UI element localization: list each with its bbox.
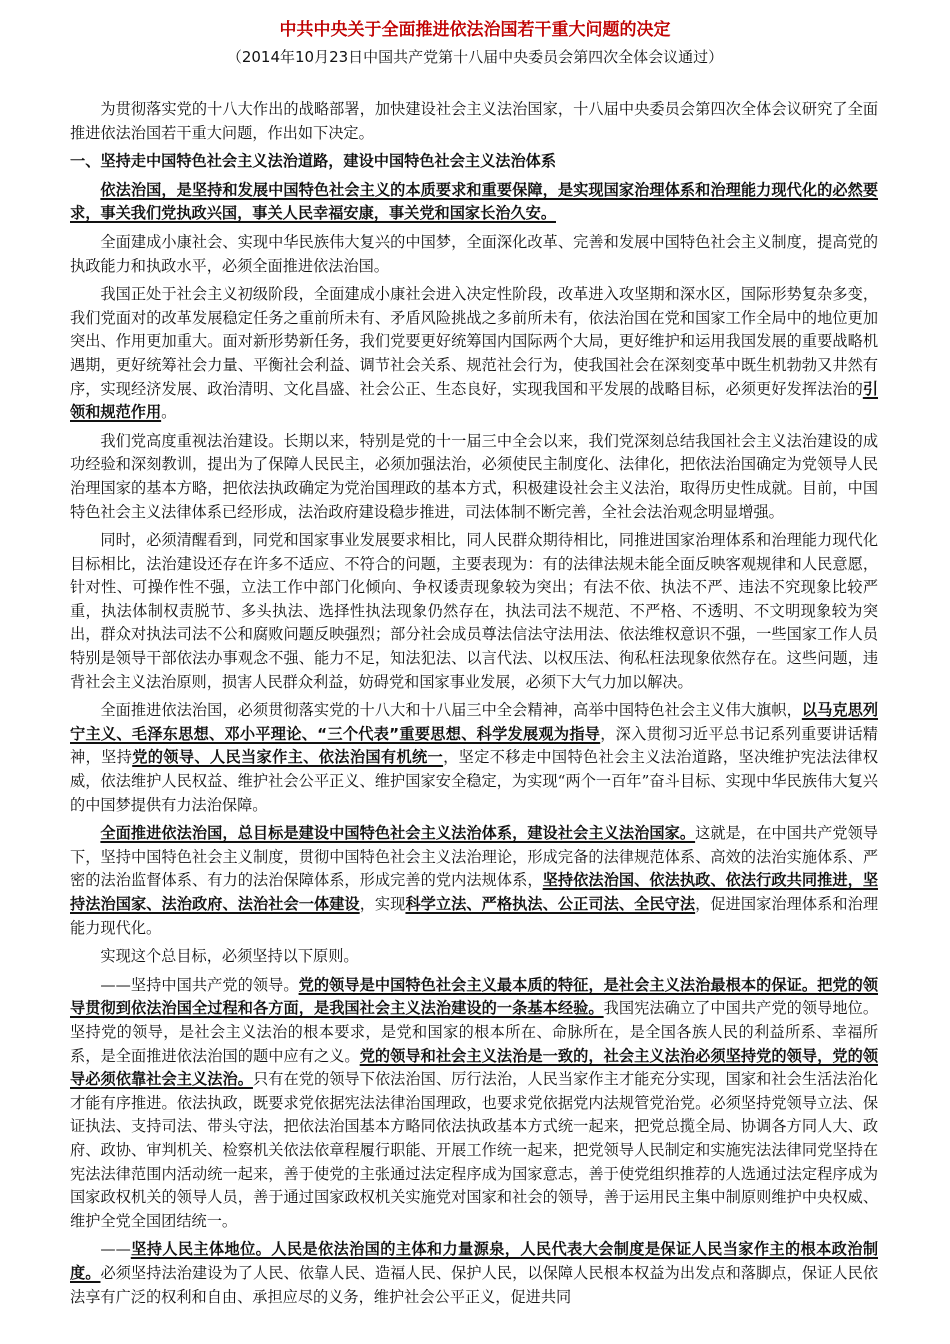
paragraph-xiaokang: 全面建成小康社会、实现中华民族伟大复兴的中国梦，全面深化改革、完善和发展中国特色社会主义制度，提高党的执政能力和执政水平，必须全面推进依法治国。: [70, 232, 878, 275]
emphasis-text: 依法治国，是坚持和发展中国特色社会主义的本质要求和重要保障，是实现国家治理体系和治理能力现代化的必然要求，事关我们党执政兴国，事关人民幸福安康，事关党和国家长治久安。: [70, 180, 878, 223]
emphasis-text: 党的领导是中国特色社会主义最本质的特征，是社会主义法治最根本的保证。把党的领导贯彻到依法治国全过程和各方面，是我国社会主义法治建设的一条基本经验。: [70, 975, 879, 1018]
section-heading-1: 一、坚持走中国特色社会主义法治道路，建设中国特色社会主义法治体系: [70, 152, 556, 171]
emphasis-text: 全面推进依法治国，总目标是建设中国特色社会主义法治体系，建设社会主义法治国家。: [100, 824, 696, 843]
body-text: 我国正处于社会主义初级阶段，全面建成小康社会进入决定性阶段，改革进入攻坚期和深水区，国际形势复杂多变，我们党面对的改革发展稳定任务之重前所未有、矛盾风险挑战之多前所未有，依法治国在党和国家工作全局中的地位更加突出、作用更加重大。面对新形势新任务，我们党要更好统筹国内国际两个大局，更好维护和运用我国发展的重要战略机遇期，更好统筹社会力量、平衡社会利益、调节社会关系、规范社会行为，使我国社会在深刻变革中既生机勃勃又井然有序，实现经济发展、政治清明、文化昌盛、社会公正、生态良好，实现我国和平发展的战略目标，必须更好发挥法治的: [70, 285, 878, 398]
body-text: ——: [100, 1240, 131, 1259]
emphasis-text: 以马克思列宁主义、毛泽东思想、邓小平理论、“三个代表”重要思想、科学发展观为指导: [70, 701, 879, 743]
emphasis-text: 坚持人民主体地位。人民是依法治国的主体和力量源泉，人民代表大会制度是保证人民当家作主的根本政治制度。: [70, 1240, 878, 1282]
document-subtitle: （2014年10月23日中国共产党第十八届中央委员会第四次全体会议通过）: [226, 48, 724, 66]
emphasis-text: 引领和规范作用: [70, 379, 878, 422]
emphasis-text: 党的领导、人民当家作主、依法治国有机统一: [132, 748, 444, 767]
body-text: ——坚持中国共产党的领导。: [100, 975, 299, 994]
paragraph-principles-intro: 实现这个总目标，必须坚持以下原则。: [100, 947, 359, 966]
paragraph-overall-goal: [70, 822, 878, 940]
body-text: 只有在党的领导下依法治国、厉行法治，人民当家作主才能充分实现，国家和社会生活法治化才能有序推进。依法执政，既要求党依据宪法法律治国理政，也要求党依据党内法规管党治党。必须坚持党领导立法、保证执法、支持司法、带头守法，把依法治国基本方略同依法执政基本方式统一起来，把党总揽全局、协调各方同人大、政府、政协、审判机关、检察机关依法依章程履行职能、开展工作统一起来，把党领导人民制定和实施宪法法律同党坚持在宪法法律范围内活动统一起来，善于使党的主张通过法定程序成为国家意志，善于使党组织推荐的人选通过法定程序成为国家政权机关的领导人员，善于通过国家政权机关实施党对国家和社会的领导，善于运用民主集中制原则维护中央权威、维护全党全国团结统一。: [70, 1070, 879, 1230]
paragraph-problems: 同时，必须清醒看到，同党和国家事业发展要求相比，同人民群众期待相比，同推进国家治理体系和治理能力现代化目标相比，法治建设还存在许多不适应、不符合的问题，主要表现为：有的法律法规未能全面反映客观规律和人民意愿，针对性、可操作性不强，立法工作中部门化倾向、争权诿责现象较为突出；有法不依、执法不严、违法不究现象比较严重，执法体制权责脱节、多头执法、选择性执法现象仍然存在，执法司法不规范、不严格、不透明、不文明现象较为突出，群众对执法司法不公和腐败问题反映强烈；部分社会成员尊法信法守法用法、依法维权意识不强，一些国家工作人员特别是领导干部依法办事观念不强、能力不足，知法犯法、以言代法、以权压法、徇私枉法现象依然存在。这些问题，违背社会主义法治原则，损害人民群众利益，妨碍党和国家事业发展，必须下大气力加以解决。: [70, 531, 878, 691]
document-title: 中共中央关于全面推进依法治国若干重大问题的决定: [279, 20, 671, 40]
paragraph-party-leadership: [70, 974, 878, 1234]
body-text: 。: [161, 403, 177, 422]
body-text: 必须坚持法治建设为了人民、依靠人民、造福人民、保护人民，以保障人民根本权益为出发点和落脚点，保证人民依法享有广泛的权利和自由、承担应尽的义务，维护社会公平正义，促进共同: [70, 1263, 879, 1306]
paragraph-primary-stage: [70, 283, 878, 425]
body-text: 全面推进依法治国，必须贯彻落实党的十八大和十八届三中全会精神，高举中国特色社会主义伟大旗帜，: [100, 701, 802, 720]
emphasis-text: 科学立法、严格执法、公正司法、全民守法: [405, 895, 696, 913]
document-body: [70, 98, 878, 1314]
paragraph-guiding-thought: [70, 699, 878, 817]
body-text: ，实现: [359, 895, 406, 913]
body-text: ，坚定不移走中国特色社会主义法治道路，坚决维护宪法法律权威，依法维护人民权益、维护社会公平正义、维护国家安全稳定，为实现“两个一百年”奋斗目标、实现中华民族伟大复兴的中国梦提供有力法治保障。: [70, 748, 879, 814]
body-text: 这就是，在中国共产党领导下，坚持中国特色社会主义制度，贯彻中国特色社会主义法治理论，形成完备的法律规范体系、高效的法治实施体系、严密的法治监督体系、有力的法治保障体系，形成完善的党内法规体系，: [70, 824, 879, 890]
paragraph-party-values-law: 我们党高度重视法治建设。长期以来，特别是党的十一届三中全会以来，我们党深刻总结我国社会主义法治建设的成功经验和深刻教训，提出为了保障人民民主，必须加强法治，必须使民主制度化、法律化，把依法治国确定为党领导人民治理国家的基本方略，把依法执政确定为党治国理政的基本方式，积极建设社会主义法治，取得历史性成就。目前，中国特色社会主义法律体系已经形成，法治政府建设稳步推进，司法体制不断完善，全社会法治观念明显增强。: [70, 431, 878, 521]
emphasis-text: 党的领导和社会主义法治是一致的，社会主义法治必须坚持党的领导，党的领导必须依靠社会主义法治。: [70, 1046, 879, 1089]
emphasis-text: 坚持依法治国、依法执政、依法行政共同推进，坚持法治国家、法治政府、法治社会一体建设: [70, 871, 879, 913]
body-text: ，深入贯彻习近平总书记系列重要讲话精神，坚持: [70, 724, 878, 767]
body-text: ，促进国家治理体系和治理能力现代化。: [70, 895, 879, 937]
paragraph-people-subject: [70, 1238, 878, 1309]
body-text: 我国宪法确立了中国共产党的领导地位。坚持党的领导，是社会主义法治的根本要求，是党和国家的根本所在、命脉所在，是全国各族人民的利益所系、幸福所系，是全面推进依法治国的题中应有之义。: [70, 999, 879, 1065]
paragraph-rule-of-law-essence: [70, 179, 878, 226]
intro-paragraph: 为贯彻落实党的十八大作出的战略部署，加快建设社会主义法治国家，十八届中央委员会第四次全体会议研究了全面推进依法治国若干重大问题，作出如下决定。: [70, 100, 878, 142]
